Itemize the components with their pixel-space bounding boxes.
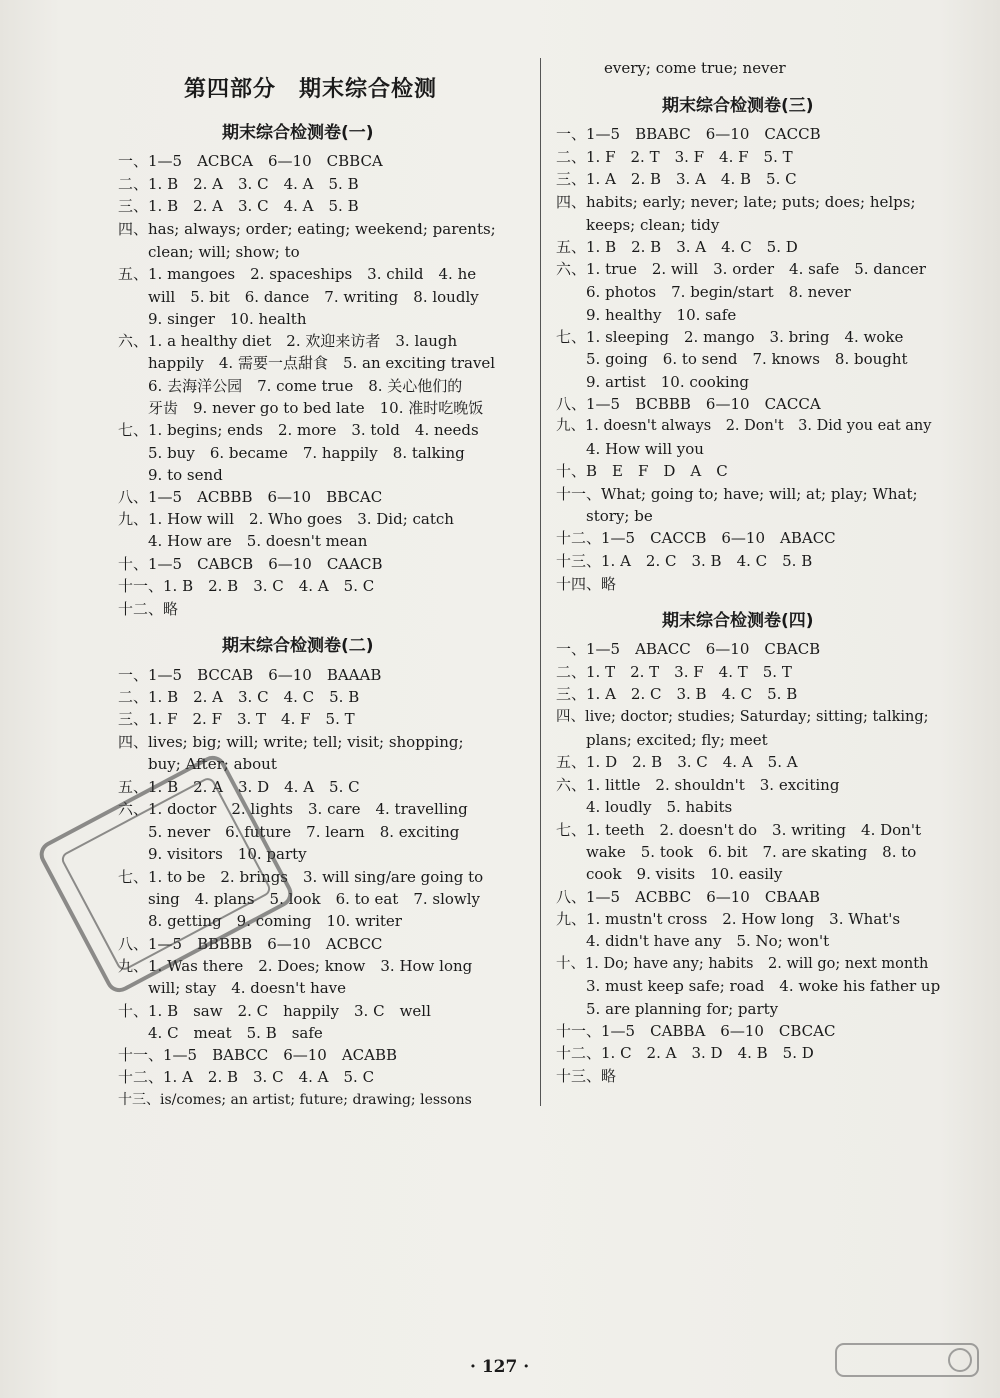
- answer-line: 九、1. mustn't cross 2. How long 3. What's: [556, 910, 901, 928]
- answer-line: 十二、1. A 2. B 3. C 4. A 5. C: [118, 1068, 375, 1086]
- part-title: 第四部分 期末综合检测: [184, 77, 438, 102]
- answer-line: 十、1. Do; have any; habits 2. will go; next month: [556, 956, 929, 972]
- answer-line: happily 4. 需要一点甜食 5. an exciting travel: [148, 354, 496, 372]
- answer-line: cook 9. visits 10. easily: [586, 865, 783, 883]
- answer-line: 6. 去海洋公园 7. come true 8. 关心他们的: [148, 377, 463, 395]
- answer-line: 三、1. A 2. C 3. B 4. C 5. B: [556, 685, 798, 703]
- answer-line: 十二、1. C 2. A 3. D 4. B 5. D: [556, 1044, 814, 1062]
- answer-line: 六、1. true 2. will 3. order 4. safe 5. dancer: [556, 260, 926, 278]
- page-number: · 127 ·: [470, 1357, 530, 1377]
- section-title-4: 期末综合检测卷(四): [662, 611, 814, 631]
- answer-line: 七、1. to be 2. brings 3. will sing/are going to: [118, 868, 484, 886]
- section-title-2: 期末综合检测卷(二): [222, 636, 374, 656]
- answer-line: 9. singer 10. health: [148, 310, 307, 328]
- answer-line: 9. visitors 10. party: [148, 845, 307, 863]
- section-title-1: 期末综合检测卷(一): [222, 123, 374, 143]
- answer-line: 七、1. begins; ends 2. more 3. told 4. needs: [118, 421, 479, 439]
- answer-line: 十、B E F D A C: [556, 462, 728, 480]
- answer-line: 5. never 6. future 7. learn 8. exciting: [148, 823, 460, 841]
- answer-line: 九、1. doesn't always 2. Don't 3. Did you eat any: [556, 418, 932, 434]
- answer-line: 十一、What; going to; have; will; at; play; What;: [556, 485, 918, 503]
- answer-line: 二、1. T 2. T 3. F 4. T 5. T: [556, 663, 792, 681]
- answer-line: 4. C meat 5. B safe: [148, 1024, 323, 1042]
- answer-line: 4. didn't have any 5. No; won't: [586, 932, 830, 950]
- answer-line: 二、1. B 2. A 3. C 4. A 5. B: [118, 175, 359, 193]
- answer-line: 十三、略: [556, 1067, 617, 1085]
- answer-line: buy; After; about: [148, 755, 277, 773]
- answer-line: story; be: [586, 507, 653, 525]
- answer-line: 六、1. little 2. shouldn't 3. exciting: [556, 776, 840, 794]
- column-divider: [540, 58, 541, 1106]
- answer-line: will 5. bit 6. dance 7. writing 8. loudly: [148, 288, 479, 306]
- answer-line: 十二、略: [118, 600, 179, 618]
- answer-line: 5. buy 6. became 7. happily 8. talking: [148, 444, 465, 462]
- answer-line: 8. getting 9. coming 10. writer: [148, 912, 402, 930]
- answer-line: 九、1. How will 2. Who goes 3. Did; catch: [118, 510, 454, 528]
- answer-line: wake 5. took 6. bit 7. are skating 8. to: [586, 843, 917, 861]
- answer-line: 三、1. B 2. A 3. C 4. A 5. B: [118, 197, 359, 215]
- answer-line: 一、1—5 BCCAB 6—10 BAAAB: [118, 666, 382, 684]
- answer-line: 牙齿 9. never go to bed late 10. 准时吃晚饭: [148, 399, 484, 417]
- answer-line: 四、lives; big; will; write; tell; visit; shopping;: [118, 733, 464, 751]
- answer-line: 十一、1—5 BABCC 6—10 ACABB: [118, 1046, 398, 1064]
- answer-line: 八、1—5 BBBBB 6—10 ACBCC: [118, 935, 383, 953]
- answer-line: 九、1. Was there 2. Does; know 3. How long: [118, 957, 473, 975]
- answer-line: 八、1—5 BCBBB 6—10 CACCA: [556, 395, 821, 413]
- answer-line: 三、1. A 2. B 3. A 4. B 5. C: [556, 170, 797, 188]
- answer-line: 4. loudly 5. habits: [586, 798, 733, 816]
- answer-line: will; stay 4. doesn't have: [148, 979, 347, 997]
- answer-line: 9. healthy 10. safe: [586, 306, 737, 324]
- answer-line: 十、1—5 CABCB 6—10 CAACB: [118, 555, 383, 573]
- answer-line: 9. to send: [148, 466, 223, 484]
- answer-line: 六、1. a healthy diet 2. 欢迎来访者 3. laugh: [118, 332, 458, 350]
- continued-answer-line: every; come true; never: [604, 59, 786, 77]
- answer-line: sing 4. plans 5. look 6. to eat 7. slowly: [148, 890, 481, 908]
- answer-line: 四、habits; early; never; late; puts; does; helps;: [556, 193, 916, 211]
- answer-line: 一、1—5 BBABC 6—10 CACCB: [556, 125, 821, 143]
- answer-line: 八、1—5 ACBBC 6—10 CBAAB: [556, 888, 821, 906]
- answer-line: plans; excited; fly; meet: [586, 731, 768, 749]
- answer-line: 6. photos 7. begin/start 8. never: [586, 283, 851, 301]
- answer-line: 一、1—5 ABACC 6—10 CBACB: [556, 640, 821, 658]
- answer-line: 十四、略: [556, 575, 617, 593]
- answer-line: 八、1—5 ACBBB 6—10 BBCAC: [118, 488, 383, 506]
- answer-line: 3. must keep safe; road 4. woke his father up: [586, 977, 941, 995]
- answer-line: 十三、1. A 2. C 3. B 4. C 5. B: [556, 552, 813, 570]
- answer-line: 十三、is/comes; an artist; future; drawing; lessons: [118, 1092, 472, 1108]
- answer-line: 十一、1. B 2. B 3. C 4. A 5. C: [118, 577, 375, 595]
- answer-line: 二、1. F 2. T 3. F 4. F 5. T: [556, 148, 793, 166]
- answer-line: 四、live; doctor; studies; Saturday; sitting; talking;: [556, 709, 929, 725]
- answer-line: 4. How will you: [586, 440, 704, 458]
- answer-line: 9. artist 10. cooking: [586, 373, 749, 391]
- answer-line: 十、1. B saw 2. C happily 3. C well: [118, 1002, 431, 1020]
- answer-line: 五、1. D 2. B 3. C 4. A 5. A: [556, 753, 798, 771]
- answer-line: 四、has; always; order; eating; weekend; parents;: [118, 220, 496, 238]
- answer-line: 七、1. sleeping 2. mango 3. bring 4. woke: [556, 328, 904, 346]
- answer-line: 五、1. B 2. A 3. D 4. A 5. C: [118, 778, 360, 796]
- answer-line: 一、1—5 ACBCA 6—10 CBBCA: [118, 152, 383, 170]
- answer-line: keeps; clean; tidy: [586, 216, 720, 234]
- site-watermark-logo: [832, 1340, 982, 1390]
- answer-line: 七、1. teeth 2. doesn't do 3. writing 4. Don't: [556, 821, 921, 839]
- answer-line: 六、1. doctor 2. lights 3. care 4. travelling: [118, 800, 468, 818]
- answer-line: 十二、1—5 CACCB 6—10 ABACC: [556, 529, 836, 547]
- answer-line: 4. How are 5. doesn't mean: [148, 532, 368, 550]
- answer-line: 五、1. mangoes 2. spaceships 3. child 4. he: [118, 265, 477, 283]
- answer-line: 三、1. F 2. F 3. T 4. F 5. T: [118, 710, 355, 728]
- answer-line: 十一、1—5 CABBA 6—10 CBCAC: [556, 1022, 836, 1040]
- section-title-3: 期末综合检测卷(三): [662, 96, 814, 116]
- answer-line: clean; will; show; to: [148, 243, 300, 261]
- answer-line: 五、1. B 2. B 3. A 4. C 5. D: [556, 238, 798, 256]
- answer-line: 5. going 6. to send 7. knows 8. bought: [586, 350, 908, 368]
- answer-line: 二、1. B 2. A 3. C 4. C 5. B: [118, 688, 360, 706]
- answer-line: 5. are planning for; party: [586, 1000, 779, 1018]
